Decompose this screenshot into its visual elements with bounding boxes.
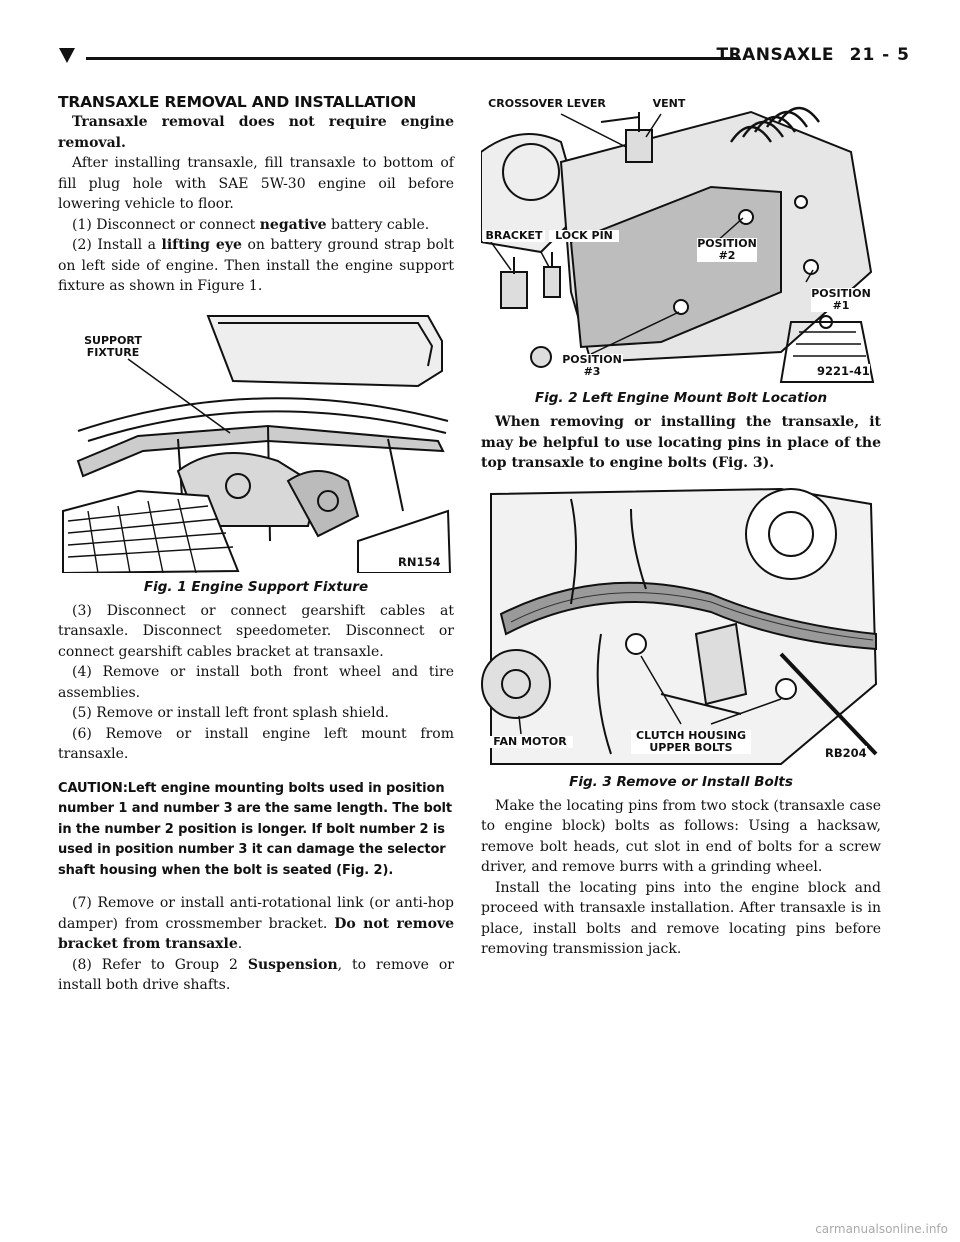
step-5: (5) Remove or install left front splash shield. (72, 705, 389, 721)
support-fixture-label: SUPPORT FIXTURE (84, 333, 142, 359)
install-pins-paragraph: Install the locating pins into the engine block and proceed with transaxle installation. After transaxle is in place, install bolts and remove locating pins before removing transmission jack. (481, 879, 881, 957)
page-header (58, 44, 910, 68)
step-1: (1) Disconnect or connect negative battery cable. (72, 216, 430, 233)
fan-motor-label: FAN MOTOR (487, 736, 573, 748)
figure-3-caption: Fig. 3 Remove or Install Bolts (569, 773, 793, 790)
clutch-housing-label: CLUTCH HOUSING UPPER BOLTS (631, 730, 751, 754)
figure-3-illustration (481, 484, 881, 768)
step-7: (7) Remove or install anti-rotational link (or anti-hop damper) from crossmember bracket. Do not remove bracket from transaxle. (58, 895, 454, 952)
step-2: (2) Install a lifting eye on battery ground strap bolt on left side of engine. Then install the engine support fixture as shown in Figure 1. (58, 237, 454, 294)
figure-3-code: RB204 (825, 745, 867, 760)
figure-2-illustration (481, 92, 881, 384)
locating-pins-paragraph: When removing or installing the transaxle, it may be helpful to use locating pins in place of the top transaxle to engine bolts (Fig. 3). (481, 414, 881, 471)
note-paragraph: Transaxle removal does not require engine removal. (58, 114, 454, 151)
lock-pin-label: LOCK PIN (549, 230, 619, 242)
left-column (58, 92, 454, 996)
step-4: (4) Remove or install both front wheel and tire assemblies. (58, 664, 454, 701)
position-2-label: POSITION #2 (697, 237, 757, 262)
fill-paragraph: After installing transaxle, fill transaxle to bottom of fill plug hole with SAE 5W-30 engine oil before lowering vehicle to floor. (58, 155, 454, 212)
page-number: 21 - 5 (849, 45, 910, 65)
step-8: (8) Refer to Group 2 Suspension, to remove or install both drive shafts. (58, 956, 455, 993)
position-1-label: POSITION #1 (811, 287, 871, 312)
step-6: (6) Remove or install engine left mount from transaxle. (58, 725, 454, 762)
figure-1-code: RN154 (398, 554, 441, 569)
figure-2-code: 9221-41 (817, 364, 870, 378)
figure-1-caption: Fig. 1 Engine Support Fixture (143, 578, 369, 595)
figure-2-caption: Fig. 2 Left Engine Mount Bolt Location (534, 390, 828, 406)
figure-1-illustration (58, 311, 454, 573)
section-title: TRANSAXLE REMOVAL AND INSTALLATION (58, 93, 417, 111)
caution-note: CAUTION:Left engine mounting bolts used in position number 1 and number 3 are the same length. The bolt in the number 2 position is longer. If bolt number 2 is used in position number 3 it can damage the selector shaft housing when the bolt is seated (Fig. 2). (58, 780, 453, 878)
step-3: (3) Disconnect or connect gearshift cables at transaxle. Disconnect speedometer. Disconnect or connect gearshift cables bracket at transaxle. (58, 602, 454, 660)
header-title: TRANSAXLE (716, 45, 834, 65)
remove-install-bolts-drawing (481, 484, 881, 768)
vent-label: VENT (649, 98, 689, 110)
make-pins-paragraph: Make the locating pins from two stock (transaxle case to engine block) bolts as follows: Using a hacksaw, remove bolt heads, cut slot in end of bolts for a screw driver, and remove burrs with a grinding wheel. (481, 797, 881, 875)
crossover-lever-label: CROSSOVER LEVER (485, 98, 609, 110)
bracket-label: BRACKET (483, 230, 545, 242)
position-3-label: POSITION #3 (562, 353, 622, 378)
right-column (481, 92, 881, 960)
triangle-marker-icon (58, 46, 76, 64)
watermark-text: carmanualsonline.info (815, 1222, 948, 1236)
header-rule (86, 57, 740, 60)
